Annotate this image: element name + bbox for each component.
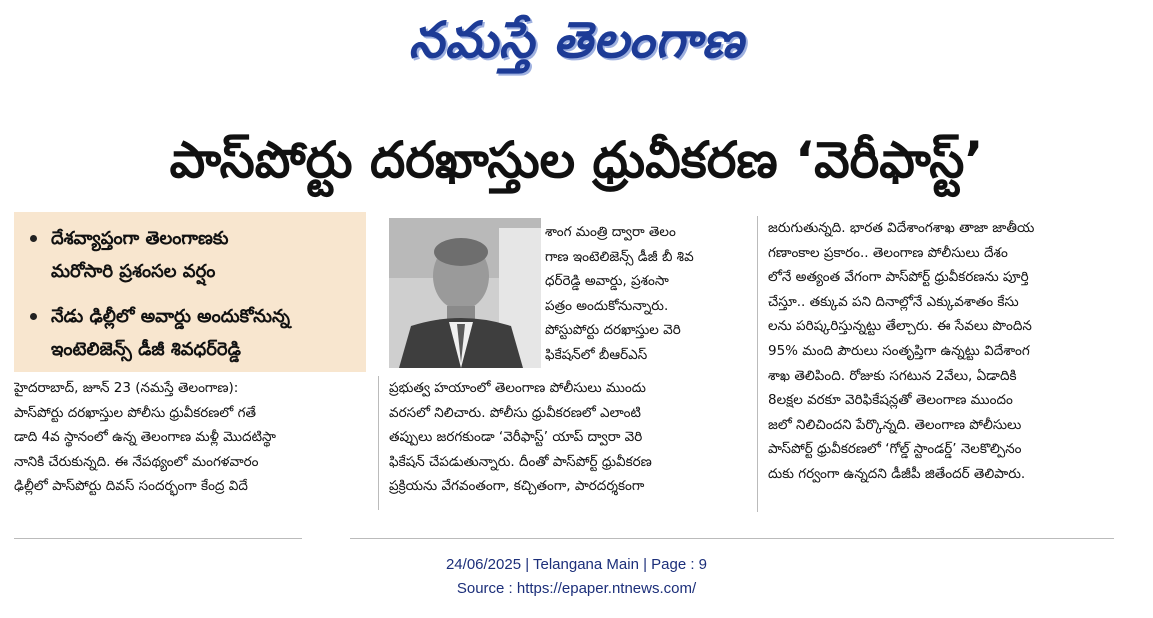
column-divider (378, 376, 379, 510)
footer-date-edition: 24/06/2025 | Telangana Main | Page : 9 (445, 556, 708, 573)
text-line: లోనే అత్యంత వేగంగా పాస్‌పోర్ట్‌ ధ్రువీకరణను పూర్తి (768, 269, 1029, 286)
text-line: 95% మంది పౌరులు సంతృప్తిగా ఉన్నట్టు విదేశాంగ (768, 342, 1030, 359)
horizontal-rule (350, 538, 1114, 539)
column-2-top (545, 220, 747, 368)
text-line: డాది 4వ స్థానంలో ఉన్న తెలంగాణ మళ్లీ మొదటిస్థా (14, 429, 276, 446)
text-line: గాణ ఇంటెలిజెన్స్‌ డీజీ బీ శివ (545, 248, 694, 265)
masthead-logo: నమస్తే తెలంగాణ (408, 10, 745, 69)
text-line: ఫికేషన్‌లో బీఆర్‌ఎస్‌ (545, 346, 648, 363)
highlight-line: మరోసారి ప్రశంసల వర్షం (51, 261, 216, 282)
text-line: ఫికేషన్‌ చేపడుతున్నారు. దీంతో పాస్‌పోర్ట్‌ ధ్రువీకరణ (389, 453, 652, 470)
text-line: నానికి చేరుకున్నది. ఈ నేపథ్యంలో మంగళవారం (14, 453, 259, 470)
text-line: 8లక్షల వరకూ వెరిఫికేషన్లతో తెలంగాణ ముందం (768, 392, 1013, 409)
text-line: పత్రం అందుకోనున్నారు. (545, 297, 669, 314)
horizontal-rule (14, 538, 302, 539)
highlight-item (30, 300, 354, 366)
text-line: జరుగుతున్నది. భారత విదేశాంగశాఖ తాజా జాతీయ (768, 220, 1035, 236)
text-line: శాంగ మంత్రి ద్వారా తెలం (545, 224, 676, 240)
bullet-icon (30, 313, 37, 320)
text-line: ధర్‌రెడ్డి అవార్డు, ప్రశంసా (545, 273, 669, 290)
highlight-line: దేశవ్యాప్తంగా తెలంగాణకు (51, 228, 229, 249)
text-line: లను పరిష్కరిస్తున్నట్టు తేల్చారు. ఈ సేవలు పొందిన (768, 318, 1032, 335)
text-line: శాఖ తెలిపింది. రోజుకు సగటున 2వేలు, ఏడాదికి (768, 367, 1017, 384)
text-line: జలో నిలిచిందని పేర్కొన్నది. తెలంగాణ పోలీసులు (768, 416, 1022, 433)
highlight-line: ఇంటెలిజెన్స్‌ డీజీ శివధర్‌రెడ్డి (51, 339, 241, 360)
text-line: దుకు గర్వంగా ఉన్నదని డీజీపీ జితేందర్‌ తెలిపారు. (768, 465, 1026, 482)
highlight-item (30, 222, 354, 288)
text-line: తప్పులు జరగకుండా ‘వెరీఫాస్ట్‌’ యాప్‌ ద్వారా వెరి (389, 429, 643, 446)
article-headline: పాస్‌పోర్టు దరఖాస్తుల ధ్రువీకరణ ‘వెరీఫాస్ట్‌’ (169, 131, 984, 189)
footer-source: Source : https://epaper.ntnews.com/ (456, 580, 697, 597)
text-line: ఢిల్లీలో పాస్‌పోర్టు దివస్‌ సందర్భంగా కేంద్ర విదే (14, 478, 248, 495)
text-line: హైదరాబాద్‌, జూన్‌ 23 (నమస్తే తెలంగాణ): (14, 380, 239, 396)
bullet-icon (30, 235, 37, 242)
column-2-bottom (389, 376, 747, 499)
portrait-photo (389, 218, 541, 368)
column-divider (757, 216, 758, 512)
text-line: చేస్తూ.. తక్కువ పని దినాల్లోనే ఎక్కువశాతం కేసు (768, 293, 1019, 310)
text-line: పోస్టుపోర్టు దరఖాస్తుల వెరి (545, 322, 681, 339)
column-3-body (768, 216, 1128, 487)
portrait-image (389, 218, 541, 368)
text-line: ప్రక్రియను వేగవంతంగా, కచ్చితంగా, పారదర్శకంగా (389, 478, 645, 495)
text-line: పాస్‌పోర్ట్‌ ధ్రువీకరణలో ‘గోల్డ్‌ స్టాండర్డ్‌’ నెలకొల్పినం (768, 441, 1022, 458)
text-line: గణాంకాల ప్రకారం.. తెలంగాణ పోలీసులు దేశం (768, 244, 1008, 261)
highlight-line: నేడు ఢిల్లీలో అవార్డు అందుకోనున్న (51, 306, 290, 327)
column-1-body (14, 376, 366, 499)
text-line: వరసలో నిలిచారు. పోలీసు ధ్రువీకరణలో ఎలాంటి (389, 404, 641, 421)
text-line: పాస్‌పోర్టు దరఖాస్తుల పోలీసు ధ్రువీకరణలో గతే (14, 404, 256, 421)
highlights-box (14, 212, 366, 372)
text-line: ప్రభుత్వ హయాంలో తెలంగాణ పోలీసులు ముందు (389, 380, 646, 396)
